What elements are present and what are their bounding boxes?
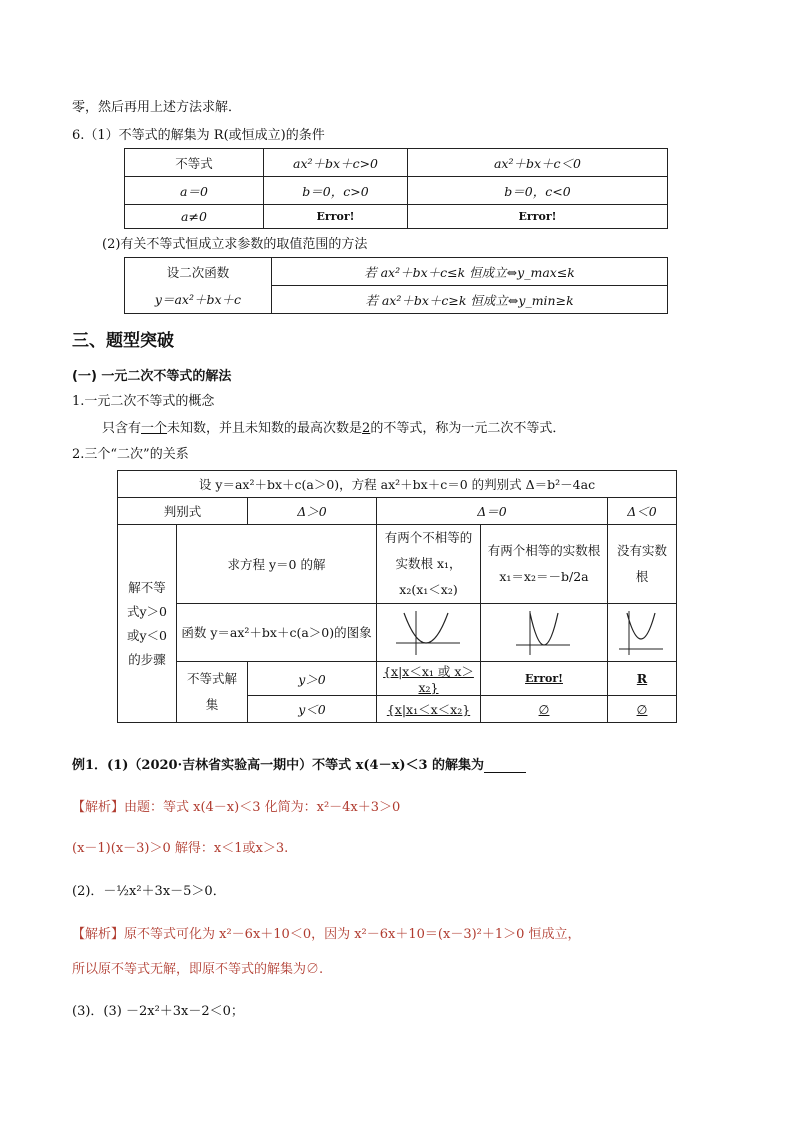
table-three-quadratics: [117, 470, 677, 723]
table-cell: a＝0: [125, 177, 264, 205]
table-cell: {x|x₁＜x＜x₂}: [377, 696, 481, 723]
table-cell: y＞0: [248, 662, 377, 696]
table-condition: [124, 148, 668, 229]
question-3: (3)．(3) －2x²＋3x－2＜0；: [72, 1004, 244, 1019]
line-1: 零，然后再用上述方法求解．: [72, 100, 242, 115]
analysis-1b: (x－1)(x－3)＞0 解得：x＜1或x＞3.: [72, 841, 289, 856]
table-cell: 函数 y＝ax²＋bx＋c(a＞0)的图象: [177, 604, 377, 662]
graph-one-root: [481, 604, 608, 662]
table-cell: 若 ax²＋bx＋c≥k 恒成立⇔y_min≥k: [272, 286, 668, 314]
graph-two-roots: [377, 604, 481, 662]
table-title: 设 y＝ax²＋bx＋c(a＞0)，方程 ax²＋bx＋c＝0 的判别式 Δ＝b²－4ac: [118, 471, 677, 498]
item-1: 1.一元二次不等式的概念: [72, 394, 215, 409]
table-cell: Error!: [264, 205, 408, 229]
table-cell: ∅: [608, 696, 677, 723]
parabola-two-roots-icon: [394, 609, 464, 657]
fill-blank: 一个: [141, 421, 168, 436]
item-1-text: [102, 417, 565, 436]
example-text: 例1．(1)（2020·吉林省实验高一期中）不等式 x(4－x)＜3 的解集为: [72, 758, 485, 773]
fill-blank: 2: [362, 421, 371, 436]
table-cell: Δ＜0: [608, 498, 677, 525]
section-heading: 三、题型突破: [72, 331, 174, 351]
table-cell: 不等式: [125, 149, 264, 177]
table-cell: 有两个相等的实数根 x₁＝x₂＝－b/2a: [481, 525, 608, 604]
graph-no-root: [608, 604, 677, 662]
analysis-2b: 所以原不等式无解，即原不等式的解集为∅.: [72, 962, 324, 977]
steps-line: 或y＜0: [126, 627, 167, 643]
parabola-one-root-icon: [514, 609, 574, 657]
question-2: (2)．－½x²＋3x－5＞0．: [72, 884, 226, 899]
table-cell: Error!: [408, 205, 668, 229]
text-part: 只含有: [102, 421, 142, 436]
table-cell: a≠0: [125, 205, 264, 229]
table-cell: 不等式解集: [177, 662, 248, 723]
steps-line: 式y＞0: [126, 603, 167, 619]
table-cell: 判别式: [118, 498, 248, 525]
table-cell: {x|x＜x₁ 或 x＞x₂}: [377, 662, 481, 696]
table-cell: b＝0，c>0: [264, 177, 408, 205]
table-cell: ax²＋bx＋c>0: [264, 149, 408, 177]
table-cell: ax²＋bx＋c＜0: [408, 149, 668, 177]
steps-line: 解不等: [128, 579, 166, 595]
example-1: [72, 754, 526, 773]
table-cell: 有两个不相等的实数根 x₁，x₂(x₁＜x₂): [377, 525, 481, 604]
steps-label: [118, 525, 177, 723]
table-cell: b＝0，c<0: [408, 177, 668, 205]
table-cell: 求方程 y＝0 的解: [177, 525, 377, 604]
table-cell: y＝ax²＋bx＋c: [125, 286, 272, 314]
line-6-1: 6.（1）不等式的解集为 R(或恒成立)的条件: [72, 128, 325, 143]
table-cell: R: [608, 662, 677, 696]
line-6-2: (2)有关不等式恒成立求参数的取值范围的方法: [102, 237, 368, 252]
text-part: 的不等式，称为一元二次不等式．: [370, 421, 566, 436]
table-cell: 没有实数根: [608, 525, 677, 604]
analysis-2: 【解析】原不等式可化为 x²－6x＋10＜0，因为 x²－6x＋10＝(x－3)²＋1＞0 恒成立，: [72, 927, 581, 942]
table-cell: Δ＝0: [377, 498, 608, 525]
analysis-1: 【解析】由题：等式 x(4－x)＜3 化简为：x²－4x＋3＞0: [72, 800, 401, 815]
text-part: 未知数，并且未知数的最高次数是: [167, 421, 363, 436]
table-cell: ∅: [481, 696, 608, 723]
subsection-heading: (一) 一元二次不等式的解法: [72, 369, 232, 384]
table-cell: y＜0: [248, 696, 377, 723]
table-cell: 若 ax²＋bx＋c≤k 恒成立⇔y_max≤k: [272, 258, 668, 286]
item-2: 2.三个“二次”的关系: [72, 447, 189, 462]
table-cell: Error!: [481, 662, 608, 696]
table-cell: 设二次函数: [125, 258, 272, 286]
table-cell: Δ＞0: [248, 498, 377, 525]
steps-line: 的步骤: [128, 651, 166, 667]
parabola-no-root-icon: [617, 609, 667, 657]
table-range-method: [124, 257, 668, 314]
answer-blank: [484, 760, 526, 773]
